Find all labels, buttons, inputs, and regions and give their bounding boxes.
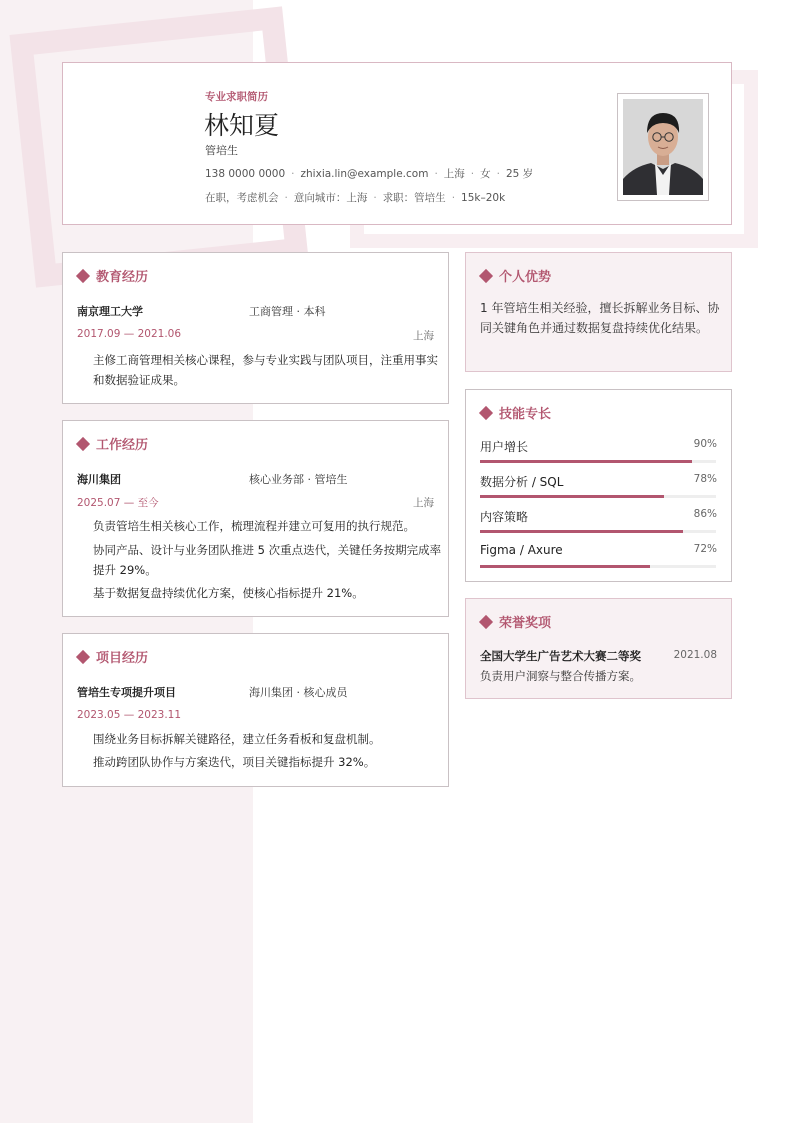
skill-name: Figma / Axure bbox=[480, 543, 563, 557]
section-heading bbox=[76, 266, 148, 285]
work-location: 上海 bbox=[413, 497, 434, 509]
major: 工商管理 · 本科 bbox=[249, 305, 326, 318]
work-bullet: 协同产品、设计与业务团队推进 5 次重点迭代，关键任务按期完成率提升 29%。 bbox=[93, 543, 442, 577]
work-date: 2025.07 — 至今 bbox=[77, 497, 159, 509]
advantage-text: 1 年管培生相关经验，擅长拆解业务目标、协同关键角色并通过数据复盘持续优化结果。 bbox=[480, 301, 720, 335]
skill-name: 用户增长 bbox=[480, 440, 529, 454]
skill-name: 数据分析 / SQL bbox=[480, 475, 564, 489]
profile-photo bbox=[623, 99, 703, 195]
advantage-section bbox=[465, 252, 732, 372]
award-date: 2021.08 bbox=[673, 649, 717, 661]
work-bullet: 负责管培生相关核心工作，梳理流程并建立可复用的执行规范。 bbox=[93, 519, 415, 533]
skill-percent: 78% bbox=[693, 473, 717, 485]
job-intent-line: 在职，考虑机会 · 意向城市：上海 · 求职：管培生 · 15k–20k bbox=[205, 192, 506, 204]
diamond-icon bbox=[76, 649, 90, 663]
diamond-icon bbox=[479, 405, 493, 419]
email: zhixia.lin@example.com bbox=[300, 168, 429, 180]
section-heading bbox=[479, 612, 551, 631]
section-title: 荣誉奖项 bbox=[499, 616, 552, 631]
education-date: 2017.09 — 2021.06 bbox=[77, 328, 182, 340]
candidate-name: 林知夏 bbox=[204, 111, 280, 140]
section-heading bbox=[76, 647, 148, 666]
section-title: 技能专长 bbox=[499, 407, 552, 422]
skill-percent: 90% bbox=[693, 438, 717, 450]
work-role: 核心业务部 · 管培生 bbox=[249, 473, 348, 486]
section-heading bbox=[479, 403, 551, 422]
section-heading bbox=[479, 266, 551, 285]
section-title: 教育经历 bbox=[96, 270, 149, 285]
age: 25 岁 bbox=[505, 168, 534, 180]
company-name: 海川集团 bbox=[77, 473, 121, 486]
project-date: 2023.05 — 2023.11 bbox=[77, 709, 182, 721]
education-section bbox=[62, 252, 449, 404]
project-bullet: 围绕业务目标拆解关键路径，建立任务看板和复盘机制。 bbox=[93, 732, 381, 746]
diamond-icon bbox=[479, 614, 493, 628]
skill-bar bbox=[480, 530, 716, 533]
diamond-icon bbox=[76, 268, 90, 282]
skill-bar-fill bbox=[480, 530, 683, 533]
project-section bbox=[62, 633, 449, 787]
section-title: 项目经历 bbox=[96, 651, 149, 666]
skill-bar bbox=[480, 460, 716, 463]
education-description: 主修工商管理相关核心课程，参与专业实践与团队项目，注重用事实和数据验证成果。 bbox=[93, 353, 438, 387]
section-title: 个人优势 bbox=[499, 270, 552, 285]
skill-percent: 72% bbox=[693, 543, 717, 555]
skills-section bbox=[465, 389, 732, 582]
work-bullet: 基于数据复盘持续优化方案，使核心指标提升 21%。 bbox=[93, 586, 364, 600]
project-bullet: 推动跨团队协作与方案迭代，项目关键指标提升 32%。 bbox=[93, 755, 376, 769]
skill-bar bbox=[480, 495, 716, 498]
target-job: 求职：管培生 bbox=[382, 192, 446, 204]
award-name: 全国大学生广告艺术大赛二等奖 bbox=[480, 649, 641, 663]
awards-section bbox=[465, 598, 732, 699]
skill-percent: 86% bbox=[693, 508, 717, 520]
employment-status: 在职，考虑机会 bbox=[205, 192, 279, 204]
candidate-title: 管培生 bbox=[205, 144, 238, 157]
target-city: 意向城市：上海 bbox=[293, 192, 368, 204]
section-heading bbox=[76, 434, 148, 453]
skill-bar-fill bbox=[480, 495, 664, 498]
resume-header bbox=[62, 62, 732, 225]
resume-kicker: 专业求职简历 bbox=[205, 91, 268, 103]
contact-line: 138 0000 0000 · zhixia.lin@example.com · 上海 · 女 · 25 岁 bbox=[205, 168, 534, 180]
project-role: 海川集团 · 核心成员 bbox=[249, 686, 348, 699]
skill-bar-fill bbox=[480, 460, 692, 463]
salary: 15k–20k bbox=[461, 192, 506, 204]
work-section bbox=[62, 420, 449, 617]
award-description: 负责用户洞察与整合传播方案。 bbox=[480, 669, 641, 683]
education-location: 上海 bbox=[413, 330, 434, 342]
skill-bar bbox=[480, 565, 716, 568]
skill-bar-fill bbox=[480, 565, 650, 568]
school-name: 南京理工大学 bbox=[77, 305, 143, 318]
city: 上海 bbox=[443, 168, 465, 180]
diamond-icon bbox=[479, 268, 493, 282]
project-name: 管培生专项提升项目 bbox=[77, 686, 176, 699]
skill-name: 内容策略 bbox=[480, 510, 529, 524]
phone: 138 0000 0000 bbox=[205, 168, 286, 180]
photo-frame bbox=[617, 93, 709, 201]
gender: 女 bbox=[480, 168, 491, 180]
diamond-icon bbox=[76, 436, 90, 450]
section-title: 工作经历 bbox=[96, 438, 149, 453]
